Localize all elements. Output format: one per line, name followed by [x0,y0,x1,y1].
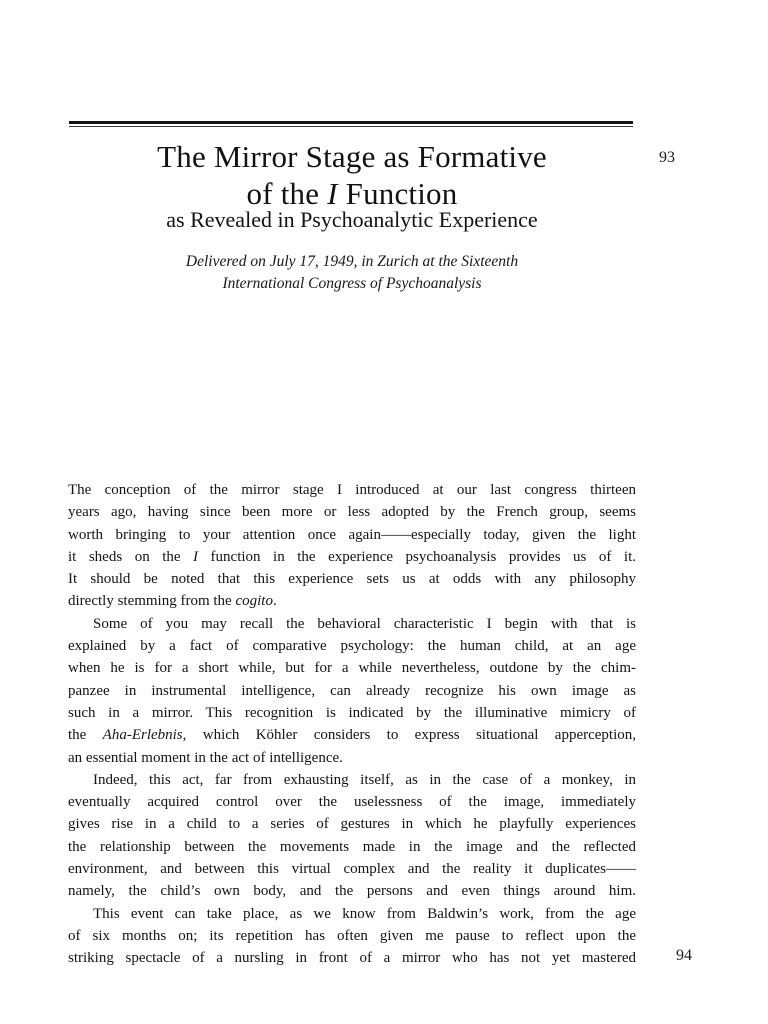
body-line: panzee in instrumental intelligence, can already recognize his own image as [68,682,636,699]
body-line: of six months on; its repetition has often given me pause to reflect upon the [68,927,636,944]
body-line: environment, and between this virtual complex and the reality it duplicates—— [68,861,636,878]
body-line: years ago, having since been more or less adopted by the French group, seems [68,504,636,521]
page-number-top: 93 [659,149,675,166]
body-line: It should be noted that this experience sets us at odds with any philosophy [68,571,636,588]
body-line: The conception of the mirror stage I introduced at our last congress thirteen [68,482,636,498]
body-line: such in a mirror. This recognition is indicated by the illuminative mimicry of [68,704,636,721]
body-line: the Aha-Erlebnis, which Köhler considers to express situational apperception, [68,727,636,744]
body-line: Indeed, this act, far from exhausting itself, as in the case of a monkey, in [93,771,636,788]
body-line: striking spectacle of a nursling in front of a mirror who has not yet mastered [68,950,636,967]
body-line: gives rise in a child to a series of gestures in which he playfully experiences [68,816,636,833]
body-line: explained by a fact of comparative psychology: the human child, at an age [68,638,636,655]
chapter-title-line-1: The Mirror Stage as Formative [157,139,547,174]
chapter-head-double-rule [69,121,633,127]
body-line: an essential moment in the act of intelligence. [68,749,343,766]
body-line: the relationship between the movements made in the image and the reflected [68,838,636,855]
body-text [68,479,636,970]
chapter-title [68,138,636,212]
body-line: eventually acquired control over the uselessness of the image, immediately [68,794,636,811]
delivery-credit [68,251,636,295]
delivery-credit-line-1: Delivered on July 17, 1949, in Zurich at the Sixteenth [185,253,519,270]
body-line: This event can take place, as we know from Baldwin’s work, from the age [93,905,636,922]
chapter-subtitle: as Revealed in Psychoanalytic Experience [166,207,538,232]
body-line: when he is for a short while, but for a while nevertheless, outdone by the chim- [68,660,636,677]
body-line: worth bringing to your attention once again——especially today, given the light [68,526,636,543]
delivery-credit-line-2: International Congress of Psychoanalysis [222,275,482,292]
body-line: Some of you may recall the behavioral characteristic I begin with that is [93,615,636,632]
page-number-bottom: 94 [676,947,692,964]
body-line: it sheds on the I function in the experience psychoanalysis provides us of it. [68,548,636,565]
body-line: directly stemming from the cogito. [68,593,277,610]
chapter-title-line-2: of the I Function [246,176,458,211]
body-line: namely, the child’s own body, and the persons and even things around him. [68,883,636,900]
